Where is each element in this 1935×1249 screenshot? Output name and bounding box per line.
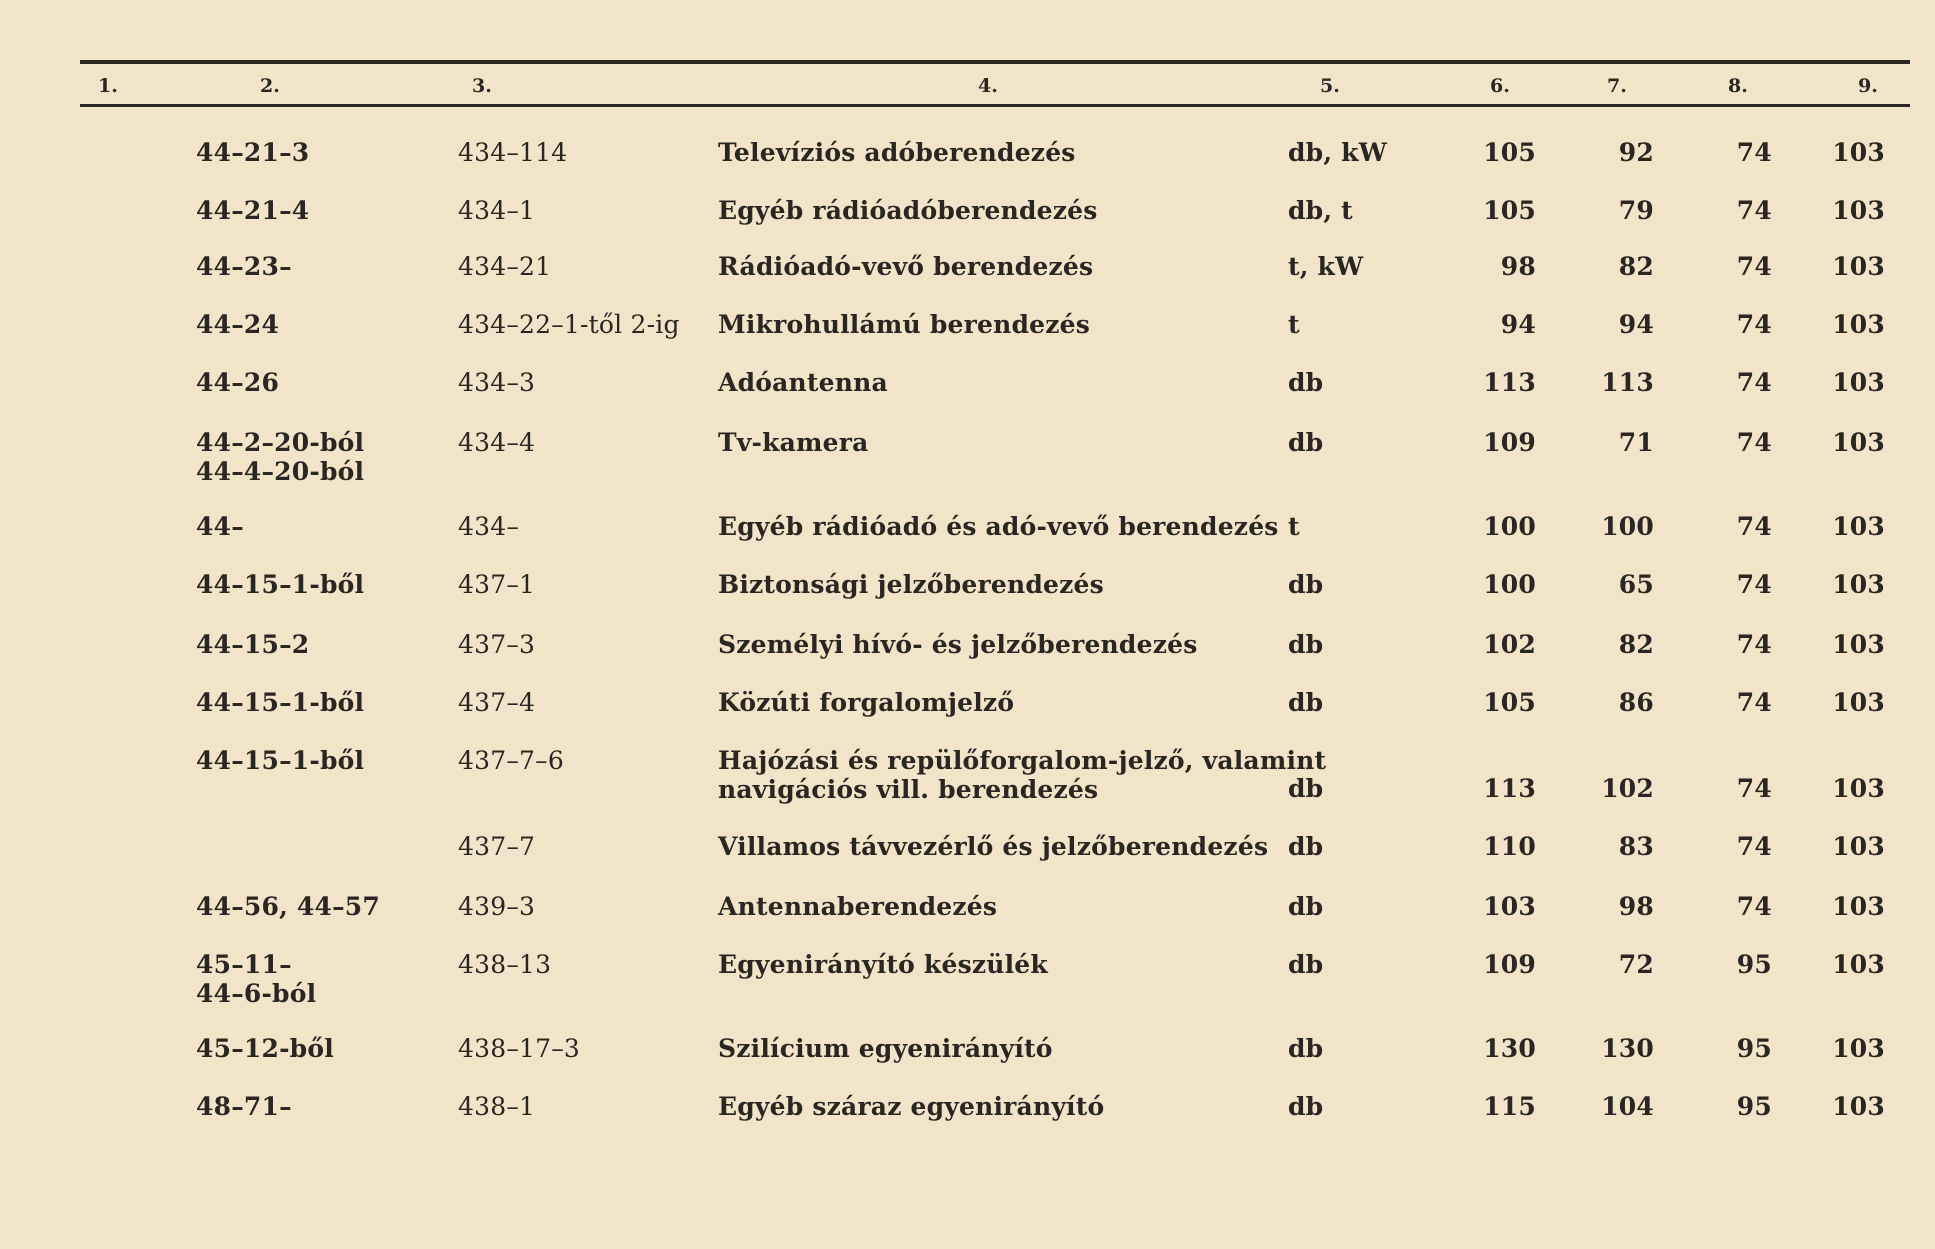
value-col8-cell: 74 (1736, 570, 1772, 599)
code-new-cell: 439–3 (458, 892, 536, 921)
description-cell: Szilícium egyenirányító (718, 1034, 1053, 1063)
description-cell: Egyéb rádióadó és adó-vevő berendezés (718, 512, 1279, 541)
unit-cell: db (1288, 368, 1324, 397)
description-cell: Biztonsági jelzőberendezés (718, 570, 1104, 599)
code-new-cell: 434–114 (458, 138, 568, 167)
value-col9-cell: 103 (1832, 570, 1885, 599)
table-header-rule (80, 104, 1910, 107)
code-new-cell: 434–4 (458, 428, 536, 457)
code-new-cell: 434–1 (458, 196, 536, 225)
description-cell: Antennaberendezés (718, 892, 998, 921)
description-cell: Hajózási és repülőforgalom-jelző, valamint navigációs vill. berendezés (718, 746, 1327, 804)
unit-cell: db (1288, 950, 1324, 979)
code-old-cell: 44–15–1-ből (196, 688, 365, 717)
value-col6-cell: 130 (1483, 1034, 1536, 1063)
value-col6-cell: 113 (1483, 774, 1536, 803)
value-col7-cell: 79 (1618, 196, 1654, 225)
value-col6-cell: 110 (1483, 832, 1536, 861)
value-col6-cell: 105 (1483, 688, 1536, 717)
value-col8-cell: 74 (1736, 892, 1772, 921)
value-col9-cell: 103 (1832, 428, 1885, 457)
code-new-cell: 434–3 (458, 368, 536, 397)
value-col8-cell: 74 (1736, 512, 1772, 541)
value-col7-cell: 72 (1618, 950, 1654, 979)
column-header-4: 4. (978, 75, 998, 97)
code-old-cell: 45–11– 44–6-ból (196, 950, 317, 1008)
code-new-cell: 437–3 (458, 630, 536, 659)
value-col9-cell: 103 (1832, 1092, 1885, 1121)
code-old-cell: 44– (196, 512, 244, 541)
column-header-2: 2. (260, 75, 280, 97)
code-old-cell: 48–71– (196, 1092, 292, 1121)
code-new-cell: 434– (458, 512, 520, 541)
value-col9-cell: 103 (1832, 832, 1885, 861)
value-col8-cell: 74 (1736, 310, 1772, 339)
code-new-cell: 437–1 (458, 570, 536, 599)
value-col8-cell: 74 (1736, 196, 1772, 225)
code-old-cell: 44–23– (196, 252, 292, 281)
value-col9-cell: 103 (1832, 630, 1885, 659)
unit-cell: db, t (1288, 196, 1353, 225)
value-col8-cell: 74 (1736, 252, 1772, 281)
value-col9-cell: 103 (1832, 688, 1885, 717)
description-cell: Egyenirányító készülék (718, 950, 1048, 979)
value-col6-cell: 113 (1483, 368, 1536, 397)
unit-cell: t (1288, 310, 1300, 339)
unit-cell: db, kW (1288, 138, 1387, 167)
value-col7-cell: 65 (1618, 570, 1654, 599)
value-col8-cell: 74 (1736, 138, 1772, 167)
unit-cell: db (1288, 892, 1324, 921)
unit-cell: db (1288, 1092, 1324, 1121)
code-old-cell: 44–15–2 (196, 630, 310, 659)
value-col7-cell: 94 (1618, 310, 1654, 339)
value-col7-cell: 102 (1601, 774, 1654, 803)
value-col7-cell: 113 (1601, 368, 1654, 397)
unit-cell: db (1288, 688, 1324, 717)
unit-cell: db (1288, 774, 1324, 803)
value-col8-cell: 74 (1736, 630, 1772, 659)
value-col6-cell: 98 (1500, 252, 1536, 281)
code-new-cell: 438–17–3 (458, 1034, 581, 1063)
description-cell: Televíziós adóberendezés (718, 138, 1076, 167)
value-col8-cell: 74 (1736, 428, 1772, 457)
value-col6-cell: 100 (1483, 512, 1536, 541)
column-header-1: 1. (98, 75, 118, 97)
value-col6-cell: 105 (1483, 138, 1536, 167)
value-col9-cell: 103 (1832, 512, 1885, 541)
value-col6-cell: 94 (1500, 310, 1536, 339)
value-col6-cell: 115 (1483, 1092, 1536, 1121)
value-col6-cell: 105 (1483, 196, 1536, 225)
description-cell: Közúti forgalomjelző (718, 688, 1015, 717)
value-col7-cell: 92 (1618, 138, 1654, 167)
description-cell: Tv-kamera (718, 428, 869, 457)
column-header-8: 8. (1728, 75, 1748, 97)
unit-cell: db (1288, 570, 1324, 599)
value-col6-cell: 102 (1483, 630, 1536, 659)
table-top-rule (80, 60, 1910, 64)
code-new-cell: 434–21 (458, 252, 552, 281)
value-col6-cell: 100 (1483, 570, 1536, 599)
value-col9-cell: 103 (1832, 252, 1885, 281)
value-col7-cell: 82 (1618, 252, 1654, 281)
unit-cell: db (1288, 630, 1324, 659)
value-col6-cell: 109 (1483, 950, 1536, 979)
value-col9-cell: 103 (1832, 196, 1885, 225)
unit-cell: db (1288, 428, 1324, 457)
code-new-cell: 438–13 (458, 950, 552, 979)
code-old-cell: 44–24 (196, 310, 280, 339)
value-col7-cell: 71 (1618, 428, 1654, 457)
code-old-cell: 44–21–4 (196, 196, 310, 225)
value-col8-cell: 74 (1736, 688, 1772, 717)
value-col7-cell: 100 (1601, 512, 1654, 541)
code-old-cell: 45–12-ből (196, 1034, 334, 1063)
description-cell: Mikrohullámú berendezés (718, 310, 1091, 339)
value-col9-cell: 103 (1832, 1034, 1885, 1063)
code-new-cell: 437–7–6 (458, 746, 564, 775)
value-col7-cell: 104 (1601, 1092, 1654, 1121)
unit-cell: db (1288, 832, 1324, 861)
description-cell: Egyéb rádióadóberendezés (718, 196, 1098, 225)
description-cell: Villamos távvezérlő és jelzőberendezés (718, 832, 1269, 861)
code-old-cell: 44–21–3 (196, 138, 310, 167)
value-col7-cell: 130 (1601, 1034, 1654, 1063)
unit-cell: t, kW (1288, 252, 1364, 281)
value-col7-cell: 98 (1618, 892, 1654, 921)
code-old-cell: 44–15–1-ből (196, 746, 365, 775)
unit-cell: t (1288, 512, 1300, 541)
code-new-cell: 437–4 (458, 688, 536, 717)
code-new-cell: 438–1 (458, 1092, 536, 1121)
value-col8-cell: 95 (1736, 1034, 1772, 1063)
value-col8-cell: 95 (1736, 1092, 1772, 1121)
value-col6-cell: 109 (1483, 428, 1536, 457)
value-col6-cell: 103 (1483, 892, 1536, 921)
value-col9-cell: 103 (1832, 774, 1885, 803)
value-col8-cell: 95 (1736, 950, 1772, 979)
code-old-cell: 44–15–1-ből (196, 570, 365, 599)
column-header-7: 7. (1607, 75, 1627, 97)
description-cell: Rádióadó-vevő berendezés (718, 252, 1094, 281)
description-cell: Egyéb száraz egyenirányító (718, 1092, 1105, 1121)
code-old-cell: 44–2–20-ból 44–4–20-ból (196, 428, 365, 486)
description-cell: Személyi hívó- és jelzőberendezés (718, 630, 1198, 659)
column-header-3: 3. (472, 75, 492, 97)
unit-cell: db (1288, 1034, 1324, 1063)
code-old-cell: 44–26 (196, 368, 280, 397)
value-col8-cell: 74 (1736, 368, 1772, 397)
value-col7-cell: 82 (1618, 630, 1654, 659)
description-cell: Adóantenna (718, 368, 888, 397)
column-header-9: 9. (1858, 75, 1878, 97)
value-col9-cell: 103 (1832, 892, 1885, 921)
code-new-cell: 437–7 (458, 832, 536, 861)
value-col8-cell: 74 (1736, 832, 1772, 861)
value-col8-cell: 74 (1736, 774, 1772, 803)
value-col9-cell: 103 (1832, 950, 1885, 979)
value-col9-cell: 103 (1832, 368, 1885, 397)
column-header-6: 6. (1490, 75, 1510, 97)
column-header-5: 5. (1320, 75, 1340, 97)
value-col9-cell: 103 (1832, 310, 1885, 339)
code-old-cell: 44–56, 44–57 (196, 892, 380, 921)
code-new-cell: 434–22–1-től 2-ig (458, 310, 680, 339)
value-col9-cell: 103 (1832, 138, 1885, 167)
value-col7-cell: 86 (1618, 688, 1654, 717)
value-col7-cell: 83 (1618, 832, 1654, 861)
